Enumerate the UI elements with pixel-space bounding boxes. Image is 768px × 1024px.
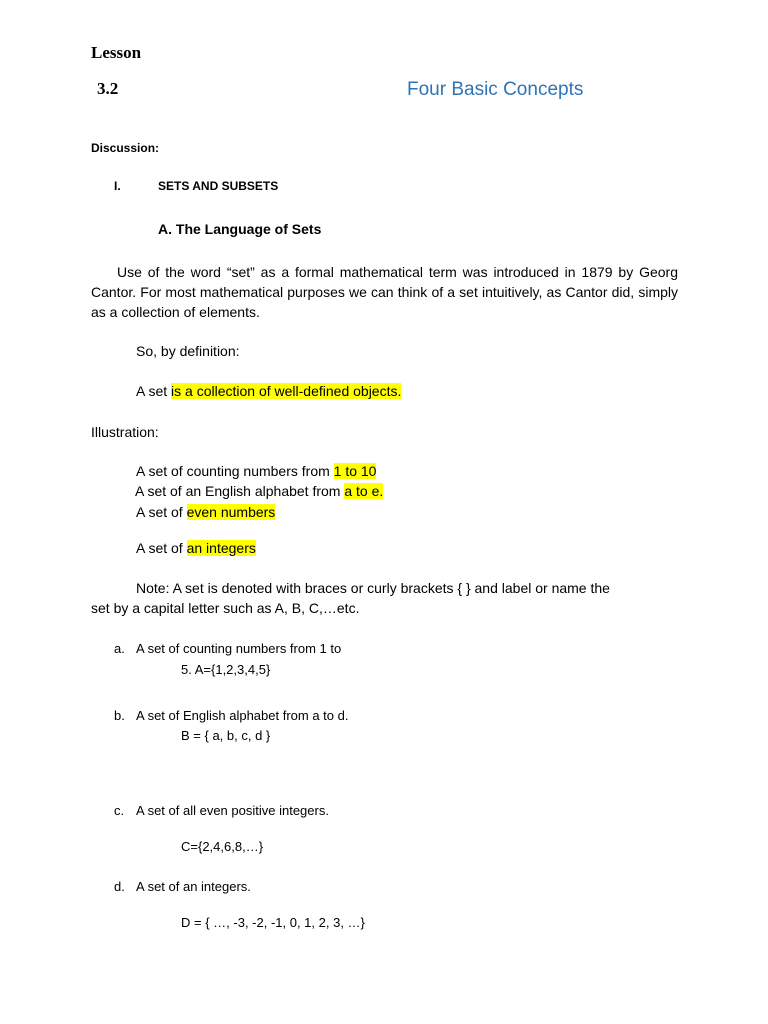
example-notation: D = { …, -3, -2, -1, 0, 1, 2, 3, …} [181, 915, 365, 930]
illustration-item-prefix: A set of counting numbers from [136, 463, 334, 479]
example-notation: 5. A={1,2,3,4,5} [181, 662, 271, 677]
illustration-item-highlight: 1 to 10 [333, 463, 377, 479]
definition-highlight: is a collection of well-defined objects. [171, 383, 402, 399]
example-notation: B = { a, b, c, d } [181, 728, 271, 743]
discussion-label: Discussion: [91, 141, 160, 155]
illustration-item-prefix: A set of an English alphabet from [135, 483, 345, 499]
page-title: Four Basic Concepts [407, 79, 584, 100]
illustration-item-prefix: A set of [136, 540, 187, 556]
example-text: A set of an integers. [136, 879, 251, 894]
section-number: I. [114, 179, 121, 193]
illustration-item [136, 540, 256, 556]
definition-prefix: A set [136, 383, 172, 399]
example-letter: d. [114, 879, 125, 894]
lesson-number: 3.2 [97, 79, 119, 98]
illustration-item [136, 463, 376, 479]
illustration-item-highlight: even numbers [186, 504, 276, 520]
illustration-item-highlight: a to e. [344, 483, 384, 499]
example-letter: c. [114, 803, 125, 818]
note-line-2: set by a capital letter such as A, B, C,…etc. [91, 600, 360, 616]
intro-paragraph [91, 262, 678, 322]
example-text: A set of counting numbers from 1 to [136, 641, 342, 656]
illustration-item-prefix: A set of [136, 504, 187, 520]
note-line-1: Note: A set is denoted with braces or curly brackets { } and label or name the [136, 580, 610, 596]
illustration-item-highlight: an integers [186, 540, 256, 556]
section-title: SETS AND SUBSETS [158, 179, 279, 193]
definition-lead: So, by definition: [136, 343, 240, 359]
intro-paragraph-text: Use of the word “set” as a formal mathematical term was introduced in 1879 by Georg Cantor. For most mathematical purposes we can think of a set intuitively, as Cantor did, simply as a collection of elements. [91, 264, 678, 320]
example-letter: a. [114, 641, 125, 656]
definition-line [136, 383, 401, 399]
illustration-label: Illustration: [91, 424, 159, 440]
subsection-title: A. The Language of Sets [158, 221, 322, 237]
illustration-item [135, 483, 383, 499]
example-text: A set of all even positive integers. [136, 803, 329, 818]
illustration-item [136, 504, 275, 520]
example-letter: b. [114, 708, 125, 723]
example-text: A set of English alphabet from a to d. [136, 708, 349, 723]
example-notation: C={2,4,6,8,…} [181, 839, 264, 854]
lesson-label: Lesson [91, 43, 142, 62]
